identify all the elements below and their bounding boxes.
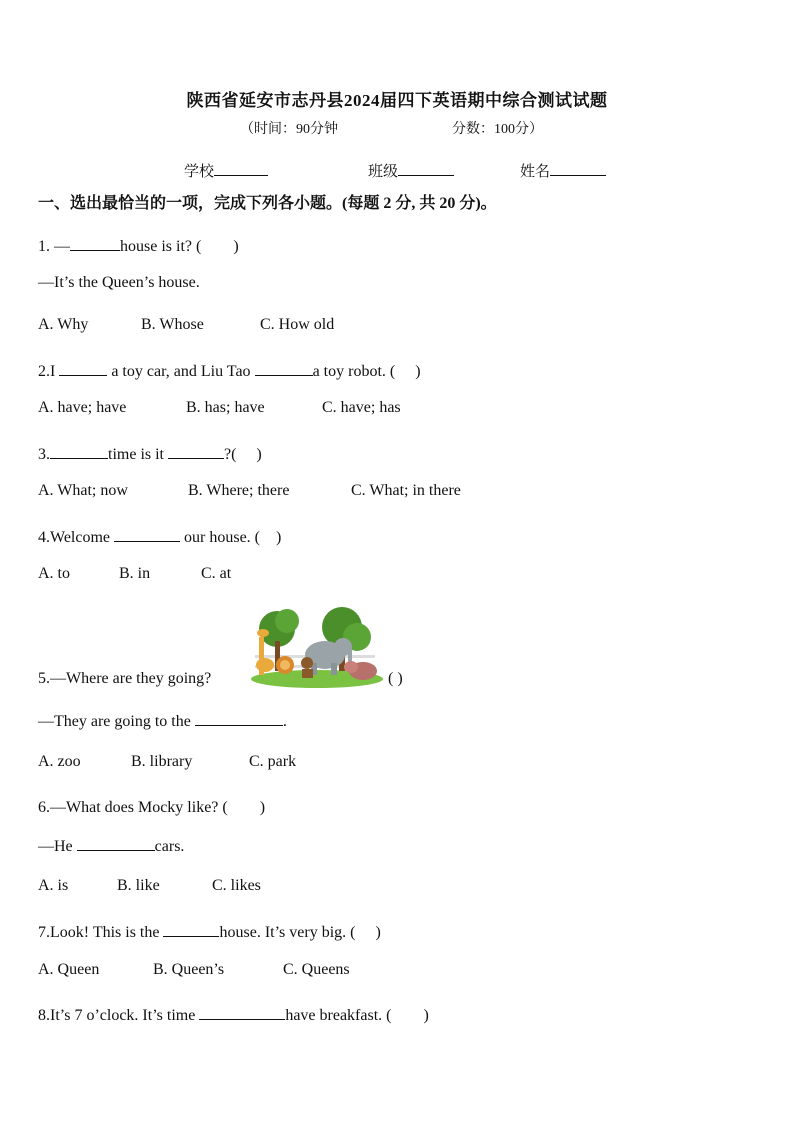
q3-option-c: C. What; in there xyxy=(351,482,461,499)
class-blank xyxy=(398,161,454,176)
question-5-bracket: ( ) xyxy=(388,670,403,687)
question-1-reply: —It’s the Queen’s house. xyxy=(38,274,200,291)
q5-option-c: C. park xyxy=(249,753,297,770)
school-field xyxy=(184,160,268,181)
exam-time: （时间：90分钟 xyxy=(240,122,338,137)
question-6: 6.—What does Mocky like? ( ) xyxy=(38,799,266,816)
q2-option-c: C. have; has xyxy=(322,399,401,416)
section-heading: 一、选出最恰当的一项，完成下列各小题。(每题 2 分, 共 20 分)。 xyxy=(38,195,497,212)
question-5-reply: —They are going to the . xyxy=(38,713,287,730)
q4-option-b: B. in xyxy=(119,565,151,582)
q7-option-c: C. Queens xyxy=(283,961,350,978)
question-7: 7.Look! This is the house. It’s very big. ( ) xyxy=(38,924,381,941)
answer-blank xyxy=(199,1005,285,1020)
question-5: 5.—Where are they going? xyxy=(38,670,212,687)
q7-option-a: A. Queen xyxy=(38,961,100,978)
school-blank xyxy=(214,161,268,176)
answer-blank xyxy=(114,527,180,542)
zoo-animals-illustration xyxy=(247,607,383,689)
page-title: 陕西省延安市志丹县2024届四下英语期中综合测试试题 xyxy=(186,91,608,110)
class-label: 班级 xyxy=(368,164,399,180)
q1-option-a: A. Why xyxy=(38,316,89,333)
exam-score: 分数：100分） xyxy=(452,122,543,137)
question-1: 1. — house is it? ( ) xyxy=(38,238,239,255)
q7-option-b: B. Queen’s xyxy=(153,961,225,978)
q3-option-a: A. What; now xyxy=(38,482,128,499)
question-4: 4.Welcome our house. ( ) xyxy=(38,529,282,546)
q2-option-b: B. has; have xyxy=(186,399,265,416)
answer-blank xyxy=(77,836,155,851)
answer-blank xyxy=(163,922,219,937)
name-field xyxy=(520,160,606,181)
question-2: 2.I a toy car, and Liu Tao a toy robot. ( ) xyxy=(38,363,421,380)
question-8: 8.It’s 7 o’clock. It’s time have breakfast. ( ) xyxy=(38,1007,429,1024)
q3-option-b: B. Where; there xyxy=(188,482,290,499)
question-6-reply: —He cars. xyxy=(38,838,185,855)
q4-option-a: A. to xyxy=(38,565,70,582)
q6-option-a: A. is xyxy=(38,877,69,894)
q6-option-c: C. likes xyxy=(212,877,261,894)
name-label: 姓名 xyxy=(520,164,551,180)
school-label: 学校 xyxy=(184,164,215,180)
answer-blank xyxy=(70,236,120,251)
answer-blank xyxy=(168,444,224,459)
q2-option-a: A. have; have xyxy=(38,399,127,416)
answer-blank xyxy=(50,444,108,459)
q1-option-b: B. Whose xyxy=(141,316,204,333)
class-field xyxy=(368,160,454,181)
q5-option-a: A. zoo xyxy=(38,753,81,770)
q1-option-c: C. How old xyxy=(260,316,335,333)
q4-option-c: C. at xyxy=(201,565,232,582)
question-3: 3. time is it ?( ) xyxy=(38,446,262,463)
name-blank xyxy=(550,161,606,176)
q5-option-b: B. library xyxy=(131,753,193,770)
q6-option-b: B. like xyxy=(117,877,160,894)
answer-blank xyxy=(59,361,107,376)
answer-blank xyxy=(195,711,283,726)
answer-blank xyxy=(255,361,313,376)
